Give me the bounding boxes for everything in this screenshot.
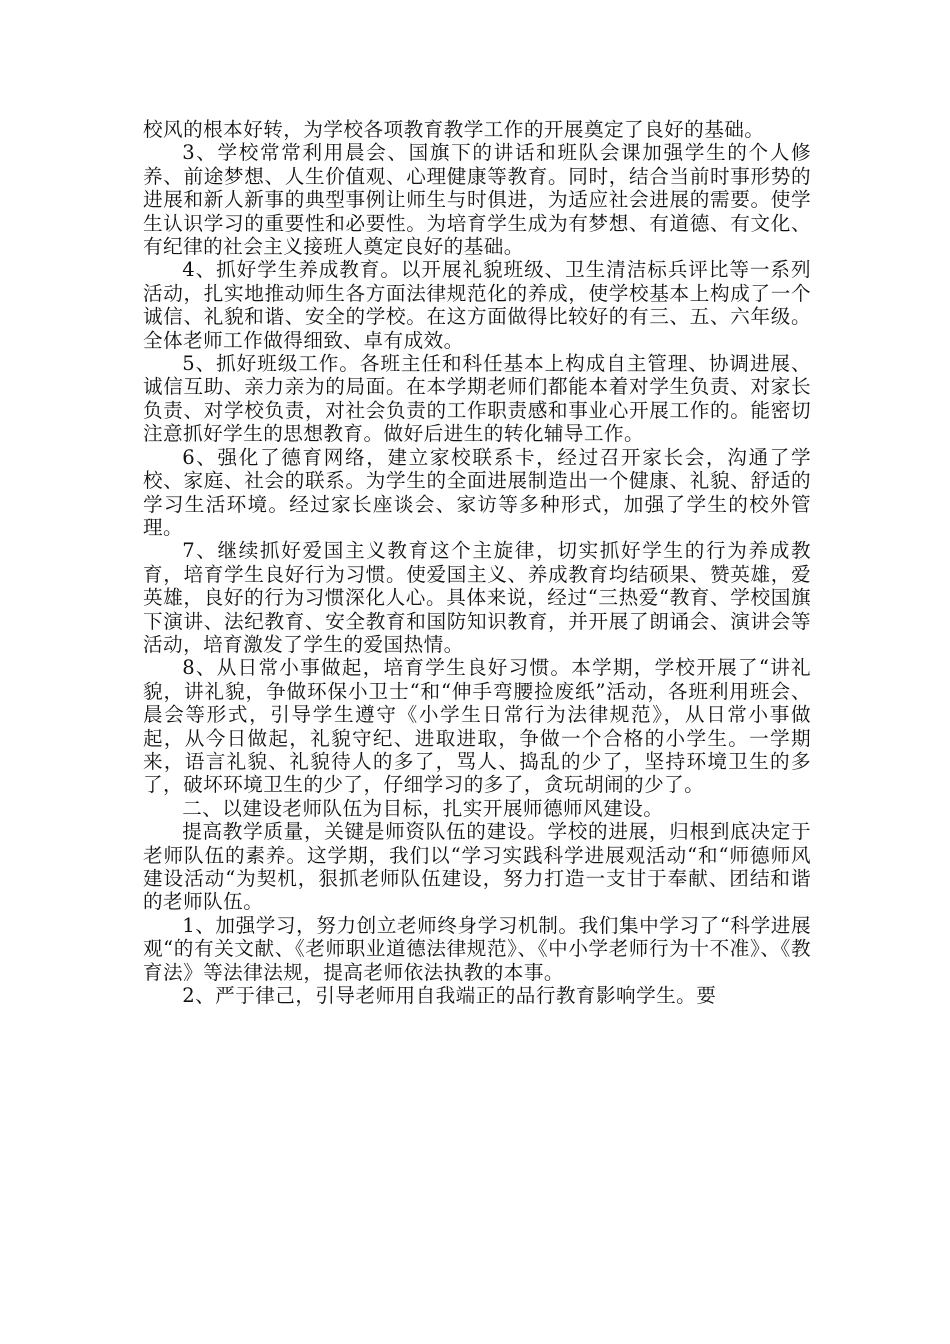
paragraph-item-5: 5、抓好班级工作。各班主任和科任基本上构成自主管理、协调进展、诚信互助、亲力亲为的局面。在本学期老师们都能本着对学生负责、对家长负责、对学校负责，对社会负责的工作职责感和事业心开展工作的。能密切注意抓好学生的思想教育。做好后进生的转化辅导工作。 (143, 352, 811, 446)
paragraph-subitem-1: 1、加强学习，努力创立老师终身学习机制。我们集中学习了“科学进展观“的有关文献、《老师职业道德法律规范》、《中小学老师行为十不准》、《教育法》等法律法规，提高老师依法执教的本事。 (143, 913, 811, 984)
paragraph-item-3: 3、学校常常利用晨会、国旗下的讲话和班队会课加强学生的个人修养、前途梦想、人生价值观、心理健康等教育。同时，结合当前时事形势的进展和新人新事的典型事例让师生与时俱进，为适应社会进展的需要。使学生认识学习的重要性和必要性。为培育学生成为有梦想、有道德、有文化、有纪律的社会主义接班人奠定良好的基础。 (143, 141, 811, 259)
paragraph-item-8: 8、从日常小事做起，培育学生良好习惯。本学期，学校开展了“讲礼貌，讲礼貌，争做环保小卫士“和“伸手弯腰捡废纸”活动，各班利用班会、晨会等形式，引导学生遵守《小学生日常行为法律规范》，从日常小事做起，从今日做起，礼貌守纪、进取进取，争做一个合格的小学生。一学期来，语言礼貌、礼貌待人的多了，骂人、捣乱的少了，坚持环境卫生的多了，破坏环境卫生的少了，仔细学习的多了，贪玩胡闹的少了。 (143, 656, 811, 797)
paragraph-item-7: 7、继续抓好爱国主义教育这个主旋律，切实抓好学生的行为养成教育，培育学生良好行为习惯。使爱国主义、养成教育均结硕果、赞英雄，爱英雄，良好的行为习惯深化人心。具体来说，经过“三热爱“教育、学校国旗下演讲、法纪教育、安全教育和国防知识教育，并开展了朗诵会、演讲会等活动，培育激发了学生的爱国热情。 (143, 539, 811, 656)
paragraph-item-6: 6、强化了德育网络，建立家校联系卡，经过召开家长会，沟通了学校、家庭、社会的联系。为学生的全面进展制造出一个健康、礼貌、舒适的学习生活环境。经过家长座谈会、家访等多种形式，加强了学生的校外管理。 (143, 445, 811, 539)
paragraph-subitem-2: 2、严于律己，引导老师用自我端正的品行教育影响学生。要 (182, 984, 717, 1008)
paragraph-section-intro: 提高教学质量，关键是师资队伍的建设。学校的进展，归根到底决定于老师队伍的素养。这学期，我们以“学习实践科学进展观活动“和“师德师风建设活动“为契机，狠抓老师队伍建设，努力打造一支甘于奉献、团结和谐的老师队伍。 (143, 820, 811, 914)
section-heading-2: 二、以建设老师队伍为目标，扎实开展师德师风建设。 (182, 796, 664, 820)
document-body (143, 118, 811, 1007)
paragraph-item-4: 4、抓好学生养成教育。以开展礼貌班级、卫生清洁标兵评比等一系列活动，扎实地推动师生各方面法律规范化的养成，使学校基本上构成了一个诚信、礼貌和谐、安全的学校。在这方面做得比较好的有三、五、六年级。全体老师工作做得细致、卓有成效。 (143, 258, 811, 352)
paragraph-continuation: 校风的根本好转，为学校各项教育教学工作的开展奠定了良好的基础。 (143, 118, 765, 141)
